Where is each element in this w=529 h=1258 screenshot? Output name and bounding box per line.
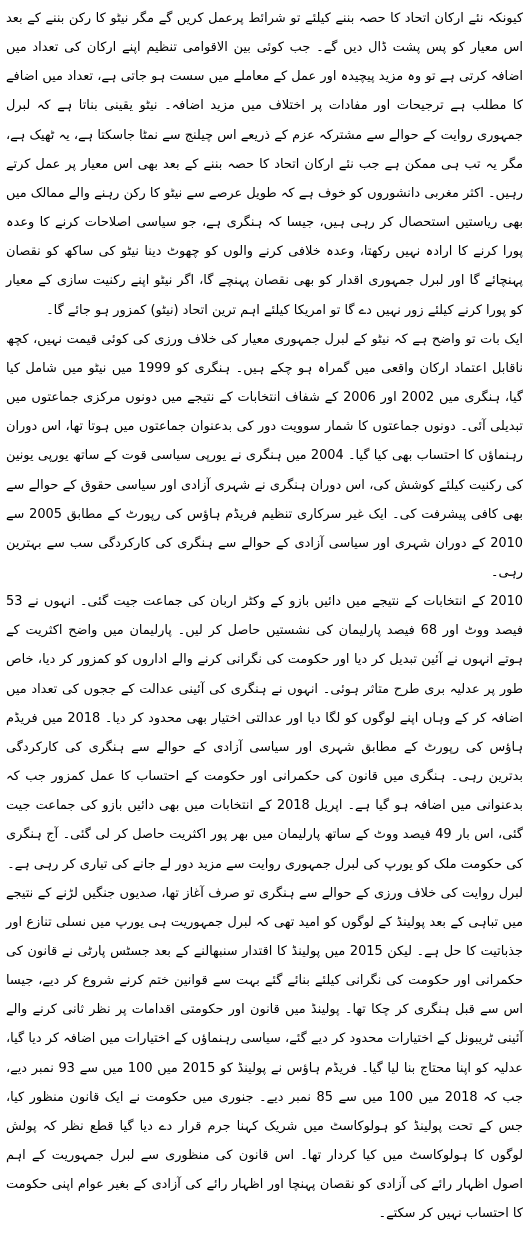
article-paragraph-3: 2010 کے انتخابات کے نتیجے میں دائیں بازو کے وکٹر اربان کی جماعت جیت گئی۔ انہوں نے 53 فیصد ووٹ اور 68 فیصد پارلیمان کی نشستیں حاصل کر لیں۔ پارلیمان میں واضح اکثریت کے ہوتے انہوں نے آئین تبدیل کر دیا اور حکومت کی نگرانی کرنے والے اداروں کو کمزور کر دیا، خاص طور پر عدلیہ بری طرح متاثر ہوئی۔ انہوں نے ہنگری کی آئینی عدالت کے ججوں کی تعداد میں اضافہ کر کے وہاں اپنے لوگوں کو لگا دیا اور عدالتی اختیار بھی محدود کر دیا۔ 2018 میں فریڈم ہاؤس کی رپورٹ کے مطابق شہری اور سیاسی آزادی کے حوالے سے ہنگری کی کارکردگی بدترین رہی۔ ہنگری میں قانون کی حکمرانی اور حکومت کے احتساب کا عمل کمزور جب کہ بدعنوانی میں اضافہ ہو گیا ہے۔ اپریل 2018 کے انتخابات میں بھی دائیں بازو کی جماعت جیت گئی، اس بار 49 فیصد ووٹ کے ساتھ پارلیمان میں بھر پور اکثریت حاصل کر لی گئی۔ آج ہنگری کی حکومت ملک کو یورپ کی لبرل جمہوری روایت سے مزید دور لے جانے کی تیاری کر رہی ہے۔ bbox=[6, 594, 523, 872]
article-paragraph-1: کیونکہ نئے ارکان اتحاد کا حصہ بننے کیلئے تو شرائط پرعمل کریں گے مگر نیٹو کا رکن بننے کے بعد اس معیار کو پس پشت ڈال دیں گے۔ جب کوئی بین الاقوامی تنظیم اپنے ارکان کی تعداد میں اضافہ کرتی ہے تو وہ مزید پیچیدہ اور عمل کے معاملے میں سست ہو جاتی ہے، تعداد میں اضافے کا مطلب ہے ترجیحات اور مفادات پر اختلاف میں مزید اضافہ۔ نیٹو یقینی بناتا ہے کہ لبرل جمہوری روایت کے حوالے سے مشترکہ عزم کے ذریعے اس چیلنج سے نمٹا جاسکتا ہے، یہ ٹھیک ہے، مگر یہ تب ہی ممکن ہے جب نئے ارکان اتحاد کا حصہ بننے کے بعد بھی اس معیار پر عمل کرتے رہیں۔ اکثر مغربی دانشوروں کو خوف ہے کہ طویل عرصے سے نیٹو کا رکن رہنے والے ممالک میں بھی ریاستیں استحصال کر رہی ہیں، جیسا کہ ہنگری ہے، جو سیاسی اصلاحات کرنے کا وعدہ پورا کرنے کا ارادہ نہیں رکھتا، وعدہ خلافی کرنے والوں کو چھوٹ دینا نیٹو کی ساکھ کو نقصان پہنچائے گا اور لبرل جمہوری اقدار کو بھی نقصان پہنچے گا، اگر نیٹو اپنے رکنیت سازی کے معیار کو پورا کرنے کیلئے زور نہیں دے گا تو امریکا کیلئے اہم ترین اتحاد (نیٹو) کمزور ہو جائے گا۔ bbox=[6, 11, 523, 318]
article-paragraph-4: لبرل روایت کی خلاف ورزی کے حوالے سے ہنگری تو صرف آغاز تھا، صدیوں جنگیں لڑنے کے نتیجے میں تباہی کے بعد پولینڈ کے لوگوں کو امید تھی کہ لبرل جمہوریت ہی یورپ میں نسلی تنازع اور جذباتیت کا حل ہے۔ لیکن 2015 میں پولینڈ کا اقتدار سنبھالنے کے بعد جسٹس پارٹی نے قانون کی حکمرانی اور حکومت کی نگرانی کیلئے بنائے گئے بہت سے قوانین ختم کرنے شروع کر دیے، جیسا اس سے قبل ہنگری کر چکا تھا۔ پولینڈ میں قانون اور حکومتی اقدامات پر نظر ثانی کرنے والے آئینی ٹریبونل کے اختیارات محدود کر دیے گئے، سیاسی رہنماؤں کے اختیارات میں اضافہ کر دیا گیا، عدلیہ کو اپنا محتاج بنا لیا گیا۔ فریڈم ہاؤس نے پولینڈ کو 2015 میں 100 میں سے 93 نمبر دیے، جب کہ 2018 میں 100 میں سے 85 نمبر دیے۔ جنوری میں حکومت نے ایک قانون منظور کیا، جس کے تحت پولینڈ کو ہولوکاسٹ میں شریک کہنا جرم قرار دے دیا گیا قطع نظر کہ پولش لوگوں کا ہولوکاسٹ میں کیا کردار تھا۔ اس قانون کی منظوری سے لبرل جمہوریت کے اہم اصول اظہار رائے کی آزادی کو نقصان پہنچا اور اظہار رائے کی آزادی کے بغیر عوام اپنی حکومت کا احتساب نہیں کر سکتے۔ bbox=[6, 885, 524, 1222]
article-paragraph-2: ایک بات تو واضح ہے کہ نیٹو کے لبرل جمہوری معیار کی خلاف ورزی کی کوئی قیمت نہیں، کچھ ناقابل اعتماد ارکان واقعی میں گمراہ ہو چکے ہیں۔ ہنگری کو 1999 میں نیٹو میں شامل کیا گیا، ہنگری میں 2002 اور 2006 کے شفاف انتخابات کے نتیجے میں دونوں مرکزی جماعتوں میں تبدیلی آئی۔ دونوں جماعتوں کا شمار سوویت دور کی بدعنوان جماعتوں میں ہوتا تھا، اس دوران رہنماؤں کا احتساب بھی کیا گیا۔ 2004 میں ہنگری نے یورپی سیاسی قوت کے ساتھ یورپی یونین کی رکنیت کیلئے کوشش کی، اس دوران ہنگری نے شہری آزادی اور سیاسی حقوق کے حوالے سے بھی کافی پیشرفت کی۔ ایک غیر سرکاری تنظیم فریڈم ہاؤس کی رپورٹ کے مطابق 2005 سے 2010 کے دوران شہری اور سیاسی آزادی کے حوالے سے ہنگری کی کارکردگی سب سے بہترین رہی۔ bbox=[6, 331, 523, 580]
